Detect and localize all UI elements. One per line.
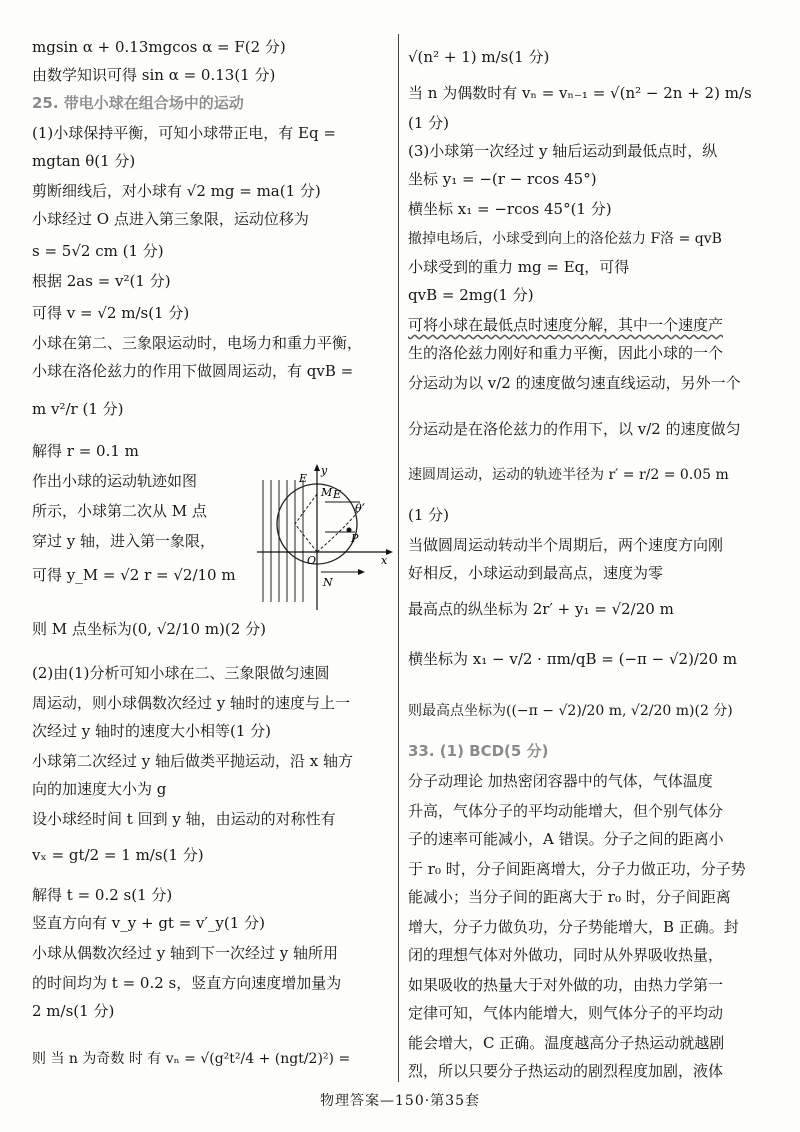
dashed-chord bbox=[295, 494, 317, 552]
text-line: (3)小球第一次经过 y 轴后运动到最低点时，纵 bbox=[408, 142, 718, 160]
label-p: P bbox=[351, 532, 359, 545]
text-line: 最高点的纵坐标为 2r′ + y₁ = √2/20 m bbox=[408, 600, 674, 618]
field-arrowhead bbox=[358, 569, 365, 575]
text-line: 如果吸收的热量大于对外做的功，由热力学第一 bbox=[408, 976, 724, 994]
text-line: 生的洛伦兹力刚好和重力平衡，因此小球的一个 bbox=[408, 344, 724, 362]
text-line: (1 分) bbox=[408, 114, 450, 132]
section-heading: 33. (1) BCD(5 分) bbox=[408, 742, 549, 760]
text-line: 可得 y_M = √2 r = √2/10 m bbox=[32, 566, 236, 584]
text-line: 则 M 点坐标为(0, √2/10 m)(2 分) bbox=[32, 620, 266, 638]
text-line: 分运动是在洛伦兹力的作用下，以 v/2 的速度做匀 bbox=[408, 420, 741, 438]
text-line: 穿过 y 轴，进入第一象限， bbox=[32, 532, 216, 550]
text-line: 坐标 y₁ = −(r − rcos 45°) bbox=[408, 170, 597, 188]
text-line: (1)小球保持平衡，可知小球带正电，有 Eq = bbox=[32, 124, 336, 142]
text-line: 周运动，则小球偶数次经过 y 轴时的速度与上一 bbox=[32, 694, 351, 712]
text-line: 分子动理论 加热密闭容器中的气体，气体温度 bbox=[408, 772, 713, 790]
label-e-left: E bbox=[299, 472, 308, 485]
text-line: qvB = 2mg(1 分) bbox=[408, 286, 534, 304]
text-line: 横坐标 x₁ = −rcos 45°(1 分) bbox=[408, 200, 612, 218]
column-divider bbox=[398, 34, 399, 1082]
label-theta: θ bbox=[355, 502, 362, 515]
text-line: 可将小球在最低点时速度分解，其中一个速度产 bbox=[408, 316, 724, 334]
text-line: 竖直方向有 v_y + gt = v′_y(1 分) bbox=[32, 914, 265, 932]
text-line: (1 分) bbox=[408, 506, 450, 524]
text-line: 剪断细线后，对小球有 √2 mg = ma(1 分) bbox=[32, 182, 321, 200]
text-line: 升高，气体分子的平均动能增大，但个别气体分 bbox=[408, 802, 724, 820]
text-line: vₓ = gt/2 = 1 m/s(1 分) bbox=[32, 846, 204, 864]
trajectory-figure bbox=[255, 462, 395, 612]
text-line: 解得 t = 0.2 s(1 分) bbox=[32, 886, 173, 904]
text-line: 则最高点坐标为((−π − √2)/20 m, √2/20 m)(2 分) bbox=[408, 703, 733, 719]
text-line: 可得 v = √2 m/s(1 分) bbox=[32, 304, 190, 322]
text-line: 子的速率可能减小，A 错误。分子之间的距离小 bbox=[408, 830, 724, 848]
text-line: 则 当 n 为奇数 时 有 vₙ = √(g²t²/4 + (ngt/2)²) = bbox=[32, 1051, 351, 1067]
text-line: 小球受到的重力 mg = Eq，可得 bbox=[408, 258, 630, 276]
label-m: M bbox=[321, 486, 333, 499]
text-line: 横坐标为 x₁ − v/2 · πm/qB = (−π − √2)/20 m bbox=[408, 650, 738, 668]
text-line: √(n² + 1) m/s(1 分) bbox=[408, 48, 550, 66]
text-line: 定律可知，气体内能增大，则气体分子的平均动 bbox=[408, 1004, 724, 1022]
text-line: 设小球经时间 t 回到 y 轴，由运动的对称性有 bbox=[32, 810, 336, 828]
text-line: 小球在第二、三象限运动时，电场力和重力平衡， bbox=[32, 334, 363, 352]
text-line: 能减小；当分子间的距离大于 r₀ 时，分子间距离 bbox=[408, 888, 731, 906]
text-line: 次经过 y 轴时的速度大小相等(1 分) bbox=[32, 722, 272, 740]
text-line: 的时间均为 t = 0.2 s，竖直方向速度增加量为 bbox=[32, 974, 342, 992]
label-y: y bbox=[321, 464, 328, 477]
text-line: 撤掉电场后，小球受到向上的洛伦兹力 F洛 = qvB bbox=[408, 231, 722, 247]
text-line: 好相反，小球运动到最高点，速度为零 bbox=[408, 564, 664, 582]
text-line: (2)由(1)分析可知小球在二、三象限做匀速圆 bbox=[32, 664, 330, 682]
text-line: 当 n 为偶数时有 vₙ = vₙ₋₁ = √(n² − 2n + 2) m/s bbox=[408, 84, 752, 102]
text-line: 分运动为以 v/2 的速度做匀速直线运动，另外一个 bbox=[408, 374, 741, 392]
text-line: 小球经过 O 点进入第三象限，运动位移为 bbox=[32, 210, 309, 228]
text-line: m v²/r (1 分) bbox=[32, 400, 124, 418]
label-n: N bbox=[323, 576, 333, 589]
text-line: 小球从偶数次经过 y 轴到下一次经过 y 轴所用 bbox=[32, 944, 339, 962]
text-line: 于 r₀ 时，分子间距离增大，分子力做正功，分子势 bbox=[408, 860, 746, 878]
text-line: 小球第二次经过 y 轴后做类平抛运动，沿 x 轴方 bbox=[32, 752, 354, 770]
text-line: 由数学知识可得 sin α = 0.13(1 分) bbox=[32, 66, 276, 84]
text-line: 解得 r = 0.1 m bbox=[32, 442, 139, 460]
text-line: mgtan θ(1 分) bbox=[32, 152, 136, 170]
text-line: s = 5√2 cm (1 分) bbox=[32, 242, 164, 260]
label-x: x bbox=[381, 554, 388, 567]
text-line: 向的加速度大小为 g bbox=[32, 780, 167, 798]
page-footer: 物理答案—150·第35套 bbox=[320, 1093, 480, 1109]
text-line: 速圆周运动，运动的轨迹半径为 r′ = r/2 = 0.05 m bbox=[408, 467, 729, 483]
text-line: 根据 2as = v²(1 分) bbox=[32, 272, 171, 290]
text-line: 小球在洛伦兹力的作用下做圆周运动，有 qvB = bbox=[32, 362, 354, 380]
text-line: 烈，所以只要分子热运动的剧烈程度加剧，液体 bbox=[408, 1062, 724, 1080]
text-line: 能会增大，C 正确。温度越高分子热运动就越剧 bbox=[408, 1034, 725, 1052]
text-line: 作出小球的运动轨迹如图 bbox=[32, 472, 198, 490]
section-heading: 25. 带电小球在组合场中的运动 bbox=[32, 94, 244, 112]
text-line: 增大，分子力做负功，分子势能增大，B 正确。封 bbox=[408, 918, 739, 936]
y-axis-arrow bbox=[314, 464, 320, 471]
text-line: mgsin α + 0.13mgcos α = F(2 分) bbox=[32, 38, 286, 56]
text-line: 所示，小球第二次从 M 点 bbox=[32, 502, 207, 520]
text-line: 闭的理想气体对外做功，同时从外界吸收热量， bbox=[408, 946, 724, 964]
electric-field-lines bbox=[263, 480, 303, 602]
text-line: 当做圆周运动转动半个周期后，两个速度方向刚 bbox=[408, 536, 724, 554]
label-o: O bbox=[307, 554, 317, 567]
label-e-right: E bbox=[333, 488, 342, 501]
text-line: 2 m/s(1 分) bbox=[32, 1002, 115, 1020]
